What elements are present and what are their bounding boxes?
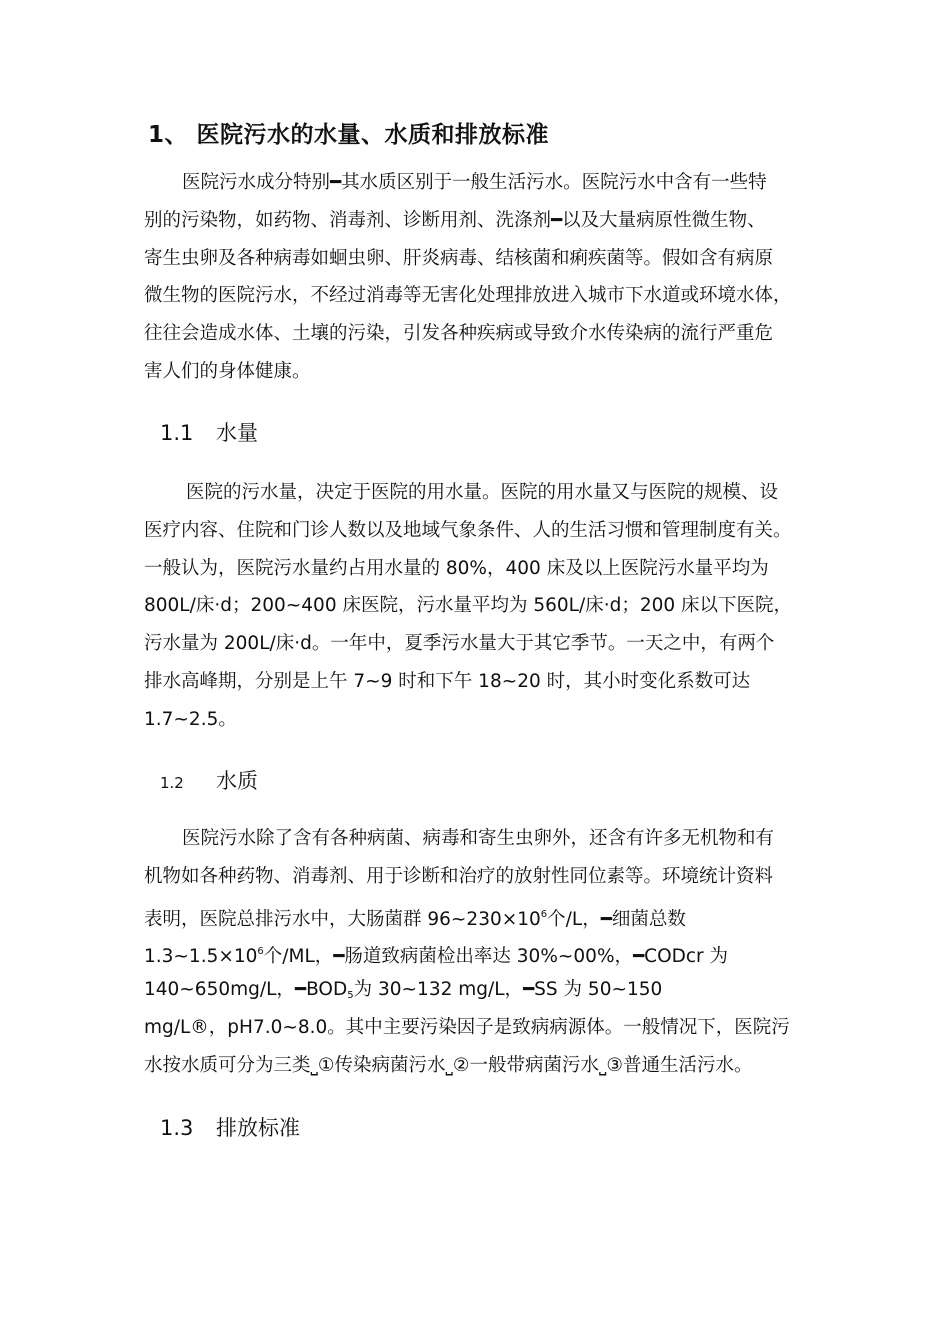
text-line: 微生物的医院污水，不经过消毒等无害化处理排放进入城市下水道或环境水体， bbox=[144, 285, 792, 307]
text-line: 污水量为 200L/床·d。一年中，夏季污水量大于其它季节。一天之中，有两个 bbox=[144, 633, 775, 655]
section-number: 1.3 bbox=[160, 1116, 194, 1140]
text-line: 医院污水成分特别━其水质区别于一般生活污水。医院污水中含有一些特 bbox=[182, 172, 767, 193]
text-line: 往往会造成水体、土壤的污染，引发各种疾病或导致介水传染病的流行严重危 bbox=[144, 323, 774, 345]
text-line: 水按水质可分为三类⎵①传染病菌污水⎵②一般带病菌污水⎵③普通生活污水。 bbox=[144, 1054, 753, 1076]
text-line: 寄生虫卵及各种病毒如蛔虫卵、肝炎病毒、结核菌和痢疾菌等。假如含有病原 bbox=[144, 247, 774, 269]
section-heading-1-2 bbox=[160, 765, 258, 795]
text-line: $1.3\sim 1.5\times 10^6$个/ML，━肠道致病菌检出率达 30%~00%，━CODcr 为 bbox=[144, 946, 729, 968]
section-title: 排放标准 bbox=[216, 1116, 300, 1140]
text-line: 表明，医院总排污水中，大肠菌群 $96\sim 230\times 10^6$个/L，━细菌总数 bbox=[144, 908, 686, 930]
text-line: 害人们的身体健康。 bbox=[144, 360, 311, 382]
superscript: 6 bbox=[540, 908, 548, 920]
text-line: 140~650mg/L，$━BOD_5$为 30~132 mg/L，━SS 为 50~150 bbox=[144, 979, 663, 1002]
text-line: 别的污染物，如药物、消毒剂、诊断用剂、洗涤剂━以及大量病原性微生物、 bbox=[144, 209, 766, 231]
section-title: 水量 bbox=[216, 421, 258, 445]
text-line: 1.7~2.5。 bbox=[144, 708, 237, 730]
water-quantity-paragraph bbox=[144, 474, 824, 739]
text-line: 800L/床·d；200~400 床医院，污水量平均为 560L/床·d；200 床以下医院， bbox=[144, 595, 793, 617]
intro-paragraph bbox=[144, 164, 824, 391]
text-line: 医院污水除了含有各种病菌、病毒和寄生虫卵外，还含有许多无机物和有 bbox=[182, 828, 775, 849]
text-line: mg/L®，pH7.0~8.0。其中主要污染因子是致病病源体。一般情况下，医院污 bbox=[144, 1016, 790, 1038]
text-line: 一般认为，医院污水量约占用水量的 80%，400 床及以上医院污水量平均为 bbox=[144, 557, 769, 579]
section-title: 水质 bbox=[216, 769, 258, 793]
text-line: 医疗内容、住院和门诊人数以及地域气象条件、人的生活习惯和管理制度有关。 bbox=[144, 519, 792, 541]
section-heading-1-1 bbox=[160, 417, 258, 447]
text-line: 医院的污水量，决定于医院的用水量。医院的用水量又与医院的规模、设 bbox=[186, 482, 779, 503]
section-heading-1-3 bbox=[160, 1112, 300, 1142]
water-quality-paragraph bbox=[144, 820, 824, 1085]
section-number: 1.1 bbox=[160, 421, 194, 445]
text-line: 机物如各种药物、消毒剂、用于诊断和治疗的放射性同位素等。环境统计资料 bbox=[144, 865, 774, 887]
section-heading-1: 1、 医院污水的水量、水质和排放标准 bbox=[148, 122, 550, 148]
section-number: 1.2 bbox=[160, 774, 184, 792]
text-line: 排水高峰期，分别是上午 7~9 时和下午 18~20 时，其小时变化系数可达 bbox=[144, 670, 751, 692]
subscript: 5 bbox=[347, 990, 354, 1002]
superscript: 6 bbox=[257, 946, 264, 958]
